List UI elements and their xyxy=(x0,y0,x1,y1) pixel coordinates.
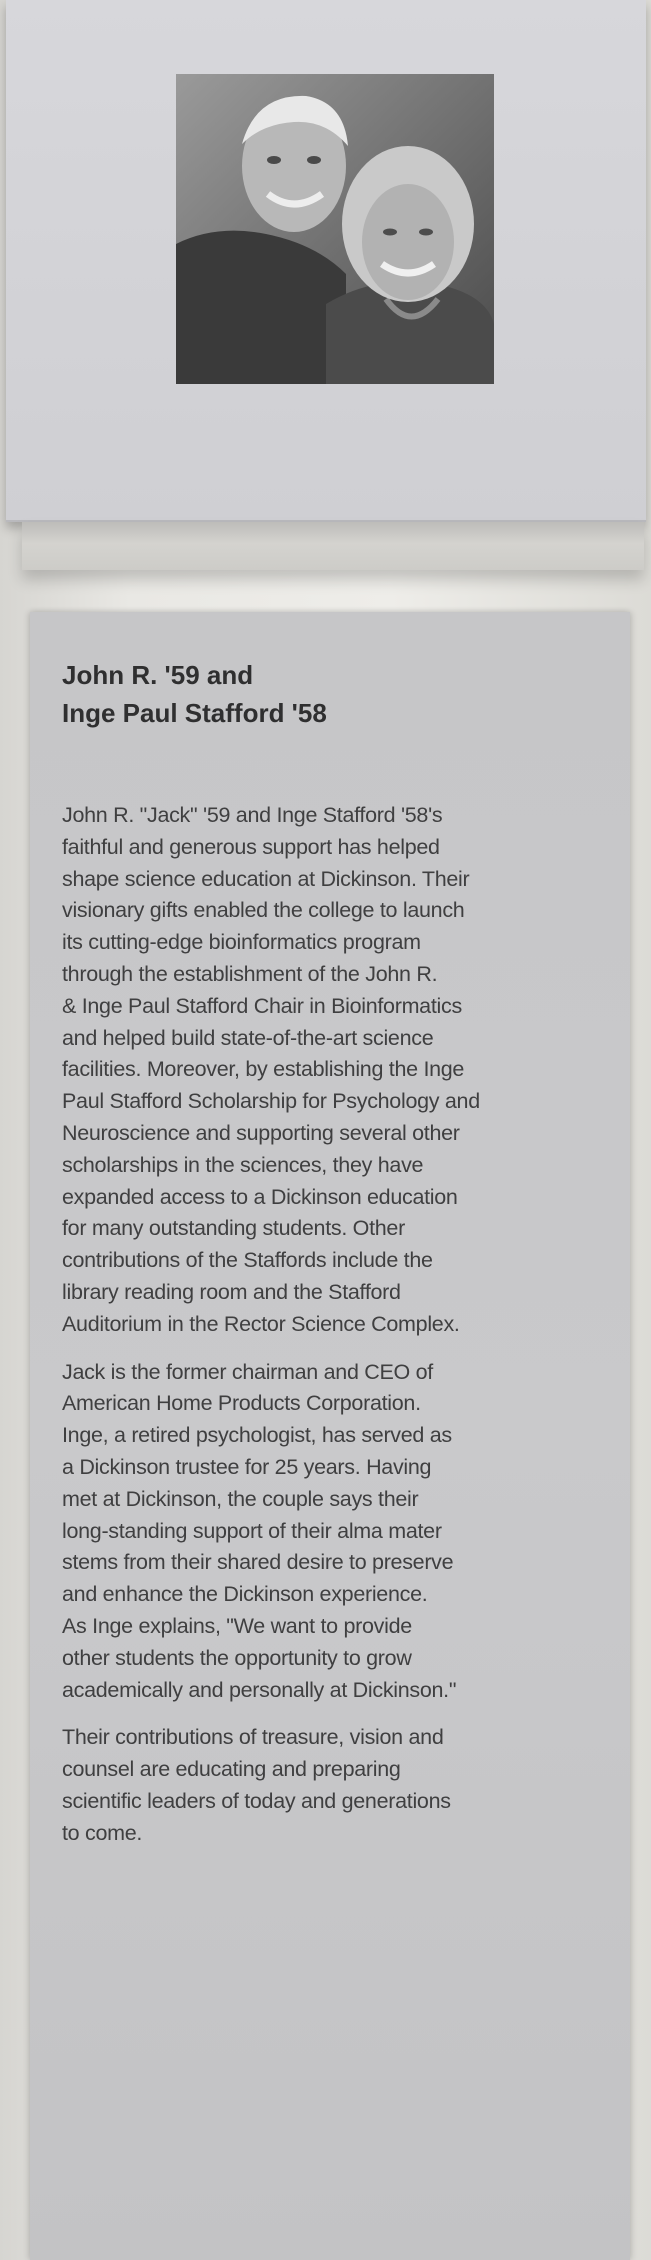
text-line: facilities. Moreover, by establishing the Inge xyxy=(62,1057,465,1082)
text-line: American Home Products Corporation. xyxy=(62,1391,421,1416)
text-line: visionary gifts enabled the college to launch xyxy=(62,898,465,923)
text-line: scholarships in the sciences, they have xyxy=(62,1152,424,1177)
portrait-photo xyxy=(176,74,494,384)
text-line: Neuroscience and supporting several other xyxy=(62,1120,460,1145)
paragraph-1 xyxy=(62,800,614,1341)
text-line: & Inge Paul Stafford Chair in Bioinformatics xyxy=(62,993,462,1018)
plaque-title xyxy=(62,656,602,732)
title-line: Inge Paul Stafford '58 xyxy=(62,698,327,728)
text-line: its cutting-edge bioinformatics program xyxy=(62,930,421,955)
title-line: John R. '59 and xyxy=(62,660,254,690)
text-line: Inge, a retired psychologist, has served as xyxy=(62,1423,452,1448)
text-line: John R. "Jack" '59 and Inge Stafford '58's xyxy=(62,803,443,827)
portrait-illustration xyxy=(176,74,494,384)
text-line: Auditorium in the Rector Science Complex. xyxy=(62,1311,460,1336)
text-line: Jack is the former chairman and CEO of xyxy=(62,1359,433,1384)
text-line: to come. xyxy=(62,1820,143,1845)
text-line: met at Dickinson, the couple says their xyxy=(62,1486,419,1511)
paragraph-2 xyxy=(62,1357,614,1707)
text-line: other students the opportunity to grow xyxy=(62,1645,412,1670)
text-line: academically and personally at Dickinson." xyxy=(62,1677,457,1702)
text-line: Paul Stafford Scholarship for Psychology and xyxy=(62,1089,480,1114)
text-line: Their contributions of treasure, vision and xyxy=(62,1725,444,1750)
plaque-body xyxy=(62,800,614,1866)
text-line: a Dickinson trustee for 25 years. Having xyxy=(62,1454,432,1479)
text-line: through the establishment of the John R. xyxy=(62,961,438,986)
text-line: expanded access to a Dickinson education xyxy=(62,1184,458,1209)
text-line: contributions of the Staffords include the xyxy=(62,1248,433,1273)
text-line: counsel are educating and preparing xyxy=(62,1757,401,1782)
card-ledge xyxy=(22,522,644,570)
text-line: scientific leaders of today and generations xyxy=(62,1788,451,1813)
text-line: for many outstanding students. Other xyxy=(62,1216,405,1241)
text-line: faithful and generous support has helped xyxy=(62,834,440,859)
text-line: As Inge explains, "We want to provide xyxy=(62,1613,412,1638)
paragraph-3 xyxy=(62,1722,614,1849)
text-line: shape science education at Dickinson. Their xyxy=(62,866,470,891)
text-line: long-standing support of their alma mater xyxy=(62,1518,442,1543)
text-line: library reading room and the Stafford xyxy=(62,1279,401,1304)
photo-card xyxy=(6,0,646,522)
text-line: and helped build state-of-the-art science xyxy=(62,1025,434,1050)
text-line: stems from their shared desire to preserve xyxy=(62,1550,454,1575)
text-line: and enhance the Dickinson experience. xyxy=(62,1582,428,1607)
plaque-panel xyxy=(30,612,630,2260)
